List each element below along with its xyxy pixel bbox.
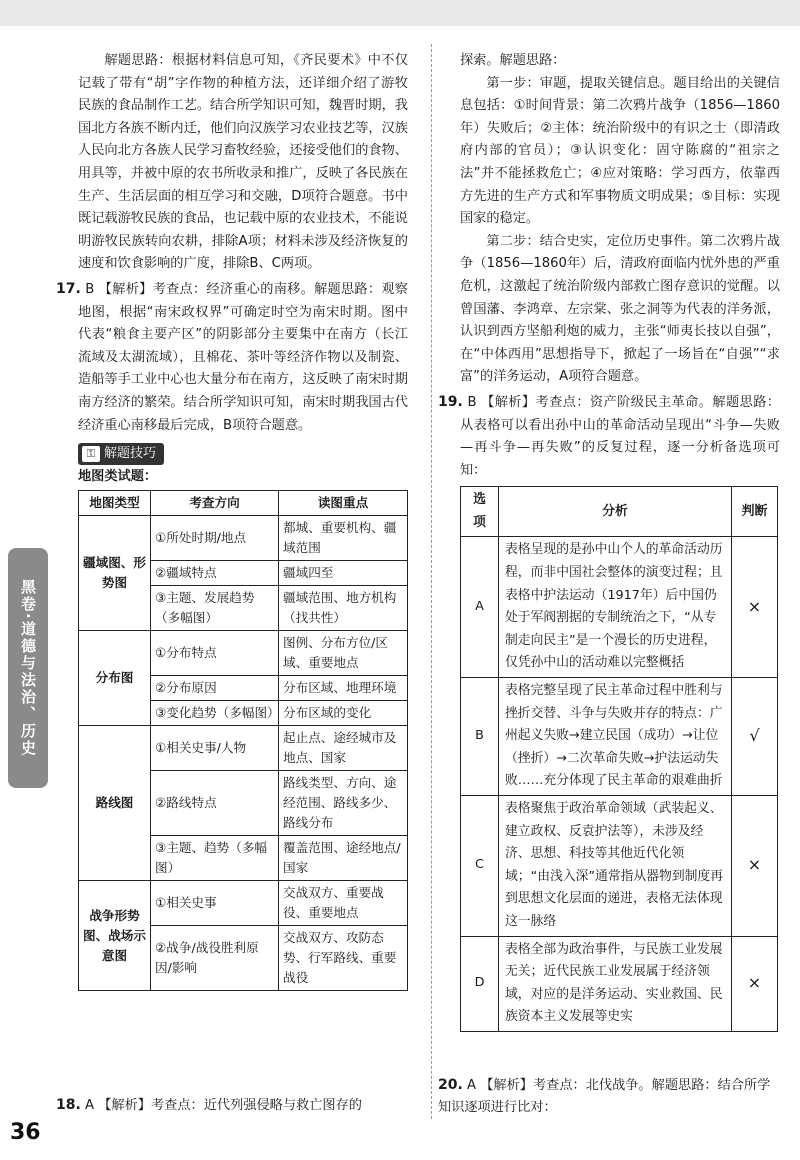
table-row [79, 631, 408, 676]
map-header-focus: 读图重点 [279, 491, 408, 516]
q18-number: 18. [56, 1097, 81, 1113]
focus-cell: 分布区域的变化 [279, 701, 408, 726]
table-row [79, 516, 408, 561]
map-question-table [78, 490, 408, 991]
analysis-cell: 表格完整呈现了民主革命过程中胜利与挫折交替、斗争与失败并存的特点：广州起义失败→建立民国（成功）→让位（挫折）→二次革命失败→护法运动失败……充分体现了民主革命的艰难曲折 [499, 678, 732, 796]
direction-cell: ①相关史事 [151, 881, 279, 926]
top-bar [0, 0, 800, 26]
focus-cell: 疆域四至 [279, 561, 408, 586]
direction-cell: ②路线特点 [151, 771, 279, 836]
focus-cell: 交战双方、攻防态势、行军路线、重要战役 [279, 926, 408, 991]
judgement-cell: × [732, 796, 778, 937]
judgement-cell: √ [732, 678, 778, 796]
q18-continuation: 探索。解题思路： [460, 53, 566, 68]
focus-cell: 起止点、途经城市及地点、国家 [279, 726, 408, 771]
table-row [461, 796, 778, 937]
judgement-cell: × [732, 537, 778, 678]
direction-cell: ②战争/战役胜利原因/影响 [151, 926, 279, 991]
analysis-cell: 表格呈现的是孙中山个人的革命活动历程，而非中国社会整体的演变过程；且表格中护法运动（1917年）后中国仍处于军阀割据的专制统治之下，“从专制走向民主”是一个漫长的历史进程，仅凭孙中山的活动难以完整概括 [499, 537, 732, 678]
option-analysis-table [460, 486, 778, 1032]
map-type-cell: 疆域图、形势图 [79, 516, 151, 631]
q16-analysis: 解题思路：根据材料信息可知，《齐民要术》中不仅记载了带有“胡”字作物的种植方法，还详细介绍了游牧民族的食品制作工艺。结合所学知识可知，魏晋时期，我国北方各族不断内迁，他们向汉族学习农业技艺等，汉族人民向北方各族人民学习畜牧经验，还接受他们的食物、用具等，并被中原的农书所收录和推广，反映了各民族在生产、生活层面的相互学习和交融，D项符合题意。书中既记载游牧民族的食品，也记载中原的农业技术，不能说明游牧民族转向农耕，排除A项；材料未涉及经济恢复的速度和饮食影响的广度，排除B、C两项。 [78, 53, 408, 272]
map-header-type: 地图类型 [79, 491, 151, 516]
tip-title: 解题技巧 [104, 445, 157, 461]
q19-answer [438, 391, 780, 482]
ana-header-judgement: 判断 [732, 487, 778, 537]
focus-cell: 覆盖范围、途经地点/国家 [279, 836, 408, 881]
q18-step2: 第二步：结合史实，定位历史事件。第二次鸦片战争（1856—1860年）后，清政府面临内忧外患的严重危机，这激起了统治阶级内部救亡图存意识的觉醒。以曾国藩、李鸿章、左宗棠、张之洞等为代表的洋务派，认识到西方坚船利炮的威力，主张“师夷长技以自强”，在“中体西用”思想指导下，掀起了一场旨在“自强”“求富”的洋务运动，A项符合题意。 [460, 233, 780, 385]
option-cell: A [461, 537, 499, 678]
option-cell: B [461, 678, 499, 796]
focus-cell: 图例、分布方位/区域、重要地点 [279, 631, 408, 676]
direction-cell: ①分布特点 [151, 631, 279, 676]
table-row [79, 726, 408, 771]
page-number: 36 [10, 1120, 41, 1145]
key-icon: ⚿ [82, 446, 100, 462]
analysis-cell: 表格全部为政治事件，与民族工业发展无关；近代民族工业发展属于经济领域，对应的是洋务运动、实业救国、民族资本主义发展等史实 [499, 936, 732, 1031]
q20-answer [438, 1074, 778, 1119]
map-type-cell: 战争形势图、战场示意图 [79, 881, 151, 991]
focus-cell: 都城、重要机构、疆域范围 [279, 516, 408, 561]
tip-subtitle: 地图类试题： [78, 468, 158, 484]
focus-cell: 疆域范围、地方机构（找共性） [279, 586, 408, 631]
column-divider [431, 44, 432, 1119]
map-header-direction: 考查方向 [151, 491, 279, 516]
direction-cell: ①所处时期/地点 [151, 516, 279, 561]
direction-cell: ①相关史事/人物 [151, 726, 279, 771]
table-row [461, 537, 778, 678]
table-row [461, 678, 778, 796]
direction-cell: ③主题、发展趋势（多幅图） [151, 586, 279, 631]
q18-answer [56, 1094, 416, 1113]
table-row [79, 881, 408, 926]
q19-text: B 【解析】考查点：资产阶级民主革命。解题思路：从表格可以看出孙中山的革命活动呈现出“斗争—失败—再斗争—再失败”的反复过程，逐一分析备选项可知： [460, 394, 780, 478]
section-side-tab: 黑卷·道德与法治、历史 [8, 548, 48, 788]
q17-answer [56, 278, 408, 437]
judgement-cell: × [732, 936, 778, 1031]
ana-header-analysis: 分析 [499, 487, 732, 537]
q17-number: 17. [56, 280, 81, 297]
tip-badge [78, 443, 164, 465]
focus-cell: 分布区域、地理环境 [279, 676, 408, 701]
focus-cell: 路线类型、方向、途经范围、路线多少、路线分布 [279, 771, 408, 836]
table-row [461, 936, 778, 1031]
q18-text: A 【解析】考查点：近代列强侵略与救亡图存的 [85, 1098, 362, 1113]
q17-text: B 【解析】考查点：经济重心的南移。解题思路：观察地图，根据“南宋政权界”可确定时空为南宋时期。图中代表“粮食主要产区”的阴影部分主要集中在南方（长江流域及太湖流域），且棉花、茶叶等经济作物以及制瓷、造船等手工业中心也大量分布在南方，这反映了南宋时期南方经济的繁荣。结合所学知识可知，南宋时期我国古代经济重心南移最后完成，B项符合题意。 [78, 281, 408, 433]
analysis-cell: 表格聚焦于政治革命领域（武装起义、建立政权、反袁护法等），未涉及经济、思想、科技等其他近代化领域；“由浅入深”通常指从器物到制度再到思想文化层面的递进，表格无法体现这一脉络 [499, 796, 732, 937]
direction-cell: ③变化趋势（多幅图） [151, 701, 279, 726]
map-type-cell: 路线图 [79, 726, 151, 881]
option-cell: D [461, 936, 499, 1031]
direction-cell: ②分布原因 [151, 676, 279, 701]
left-column [56, 50, 408, 991]
focus-cell: 交战双方、重要战役、重要地点 [279, 881, 408, 926]
q18-step1: 第一步：审题，提取关键信息。题目给出的关键信息包括：①时间背景：第二次鸦片战争（1856—1860年）失败后；②主体：统治阶级中的有识之士（即清政府内部的官员）；③认识变化：固守陈腐的“祖宗之法”并不能拯救危亡；④应对策略：学习西方，依靠西方先进的生产方式和军事物质文明成果；⑤目标：实现国家的稳定。 [460, 75, 780, 227]
right-column [438, 50, 780, 1032]
direction-cell: ③主题、趋势（多幅图） [151, 836, 279, 881]
q20-number: 20. [438, 1077, 463, 1093]
direction-cell: ②疆域特点 [151, 561, 279, 586]
option-cell: C [461, 796, 499, 937]
q20-text: A 【解析】考查点：北伐战争。解题思路：结合所学知识逐项进行比对： [438, 1078, 771, 1115]
q19-number: 19. [438, 393, 463, 410]
map-type-cell: 分布图 [79, 631, 151, 726]
ana-header-option: 选项 [461, 487, 499, 537]
